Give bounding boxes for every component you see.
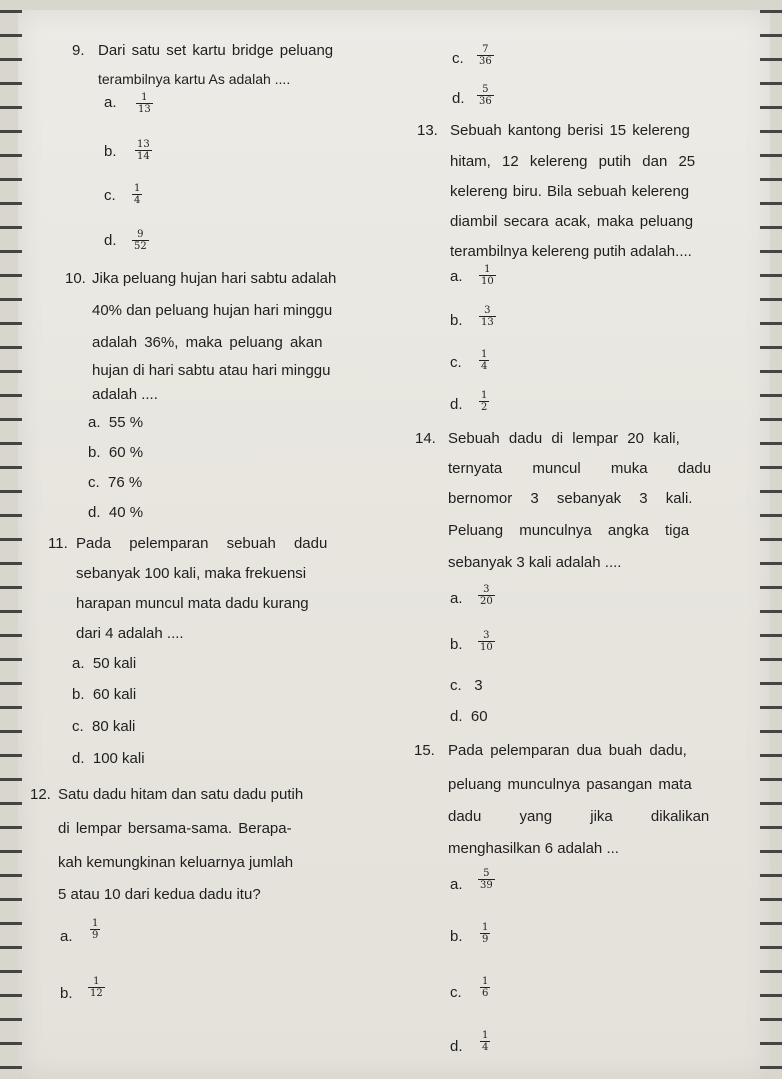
q9-c2-den: 36 bbox=[479, 56, 492, 67]
q14-option-c bbox=[450, 677, 483, 695]
q15-text-4: menghasilkan 6 adalah ... bbox=[448, 840, 619, 857]
q14-c-label: c. bbox=[450, 677, 462, 694]
q14-d-label: d. bbox=[450, 708, 463, 725]
q12-text-1: Satu dadu hitam dan satu dadu putih bbox=[58, 786, 304, 803]
q12-a-num: 1 bbox=[92, 918, 99, 929]
q10-a-label: a. bbox=[88, 414, 101, 431]
q11-b-text: 60 kali bbox=[92, 686, 137, 703]
q15-a-den: 39 bbox=[480, 880, 493, 891]
q13-text-1: Sebuah kantong berisi 15 kelereng bbox=[450, 122, 690, 139]
q9-d-num: 9 bbox=[137, 229, 144, 240]
q10-text-2: 40% dan peluang hujan hari minggu bbox=[92, 302, 333, 319]
q10-option-c bbox=[88, 474, 142, 492]
q12-option-b-label: b. bbox=[60, 985, 73, 1002]
q12-b-den: 12 bbox=[90, 988, 103, 999]
q10-text-3: adalah 36%, maka peluang akan bbox=[92, 334, 323, 351]
q13-d-num: 1 bbox=[481, 390, 488, 401]
q11-text-1: Pada pelemparan sebuah dadu bbox=[76, 535, 328, 552]
q9-option-d-label: d. bbox=[104, 232, 117, 249]
q11-text-3: harapan muncul mata dadu kurang bbox=[76, 595, 309, 612]
q14-text-4: Peluang munculnya angka tiga bbox=[448, 522, 690, 539]
q13-b-den: 13 bbox=[481, 317, 494, 328]
q12-text-2: di lempar bersama-sama. Berapa- bbox=[58, 820, 292, 837]
q13-text-5: terambilnya kelereng putih adalah.... bbox=[450, 243, 692, 260]
q10-c-label: c. bbox=[88, 474, 100, 491]
q14-a-num: 3 bbox=[483, 584, 490, 595]
q15-d-num: 1 bbox=[482, 1030, 489, 1041]
q15-option-b-fraction bbox=[480, 922, 490, 945]
q11-option-a bbox=[72, 655, 136, 673]
q13-c-den: 4 bbox=[481, 361, 488, 372]
q9-option-c-label: c. bbox=[104, 187, 116, 204]
q11-text-2: sebanyak 100 kali, maka frekuensi bbox=[76, 565, 307, 582]
q13-a-den: 10 bbox=[481, 276, 494, 287]
q9-option-b-label: b. bbox=[104, 143, 117, 160]
q13-option-b-fraction bbox=[479, 305, 496, 328]
q13-text-2: hitam, 12 kelereng putih dan 25 bbox=[450, 153, 696, 170]
q10-text-1: Jika peluang hujan hari sabtu adalah bbox=[92, 270, 337, 287]
spiral-binding-right bbox=[760, 0, 782, 1079]
q9-option-b-fraction bbox=[135, 139, 152, 162]
q15-text-3: dadu yang jika dikalikan bbox=[448, 808, 710, 825]
q10-number: 10. bbox=[65, 270, 86, 287]
q11-d-label: d. bbox=[72, 750, 85, 767]
q9-c2-num: 7 bbox=[482, 44, 489, 55]
q9-option-a-fraction bbox=[136, 92, 153, 115]
q10-a-text: 55 % bbox=[108, 414, 144, 431]
q11-a-label: a. bbox=[72, 655, 85, 672]
q13-b-num: 3 bbox=[484, 305, 491, 316]
q14-text-1: Sebuah dadu di lempar 20 kali, bbox=[448, 430, 680, 447]
q14-c-text: 3 bbox=[474, 677, 483, 694]
q14-b-den: 10 bbox=[480, 642, 493, 653]
q12-text-4: 5 atau 10 dari kedua dadu itu? bbox=[58, 886, 261, 903]
q9-c-num: 1 bbox=[134, 183, 141, 194]
q15-b-den: 9 bbox=[482, 934, 489, 945]
q14-option-d bbox=[450, 708, 488, 726]
q10-option-d bbox=[88, 504, 143, 522]
q15-text-2: peluang munculnya pasangan mata bbox=[448, 776, 692, 793]
q15-d-den: 4 bbox=[482, 1042, 489, 1053]
q10-b-label: b. bbox=[88, 444, 101, 461]
q10-b-text: 60 % bbox=[108, 444, 144, 461]
q11-option-b bbox=[72, 686, 136, 704]
q15-option-d-label: d. bbox=[450, 1038, 463, 1055]
q15-c-den: 6 bbox=[482, 988, 489, 999]
q12-option-b-fraction bbox=[88, 976, 105, 999]
q13-option-d-fraction bbox=[479, 390, 489, 413]
q12-option-a-label: a. bbox=[60, 928, 73, 945]
q9-option-d2-label: d. bbox=[452, 90, 465, 107]
q14-option-b-label: b. bbox=[450, 636, 463, 653]
q13-d-den: 2 bbox=[481, 402, 488, 413]
q9-d2-den: 36 bbox=[479, 96, 492, 107]
q11-c-text: 80 kali bbox=[92, 718, 136, 735]
q9-b-den: 14 bbox=[137, 151, 150, 162]
q11-d-text: 100 kali bbox=[92, 750, 145, 767]
q13-option-a-label: a. bbox=[450, 268, 463, 285]
q15-number: 15. bbox=[414, 742, 435, 759]
q9-d-den: 52 bbox=[134, 241, 147, 252]
q15-b-num: 1 bbox=[482, 922, 489, 933]
q14-b-num: 3 bbox=[483, 630, 490, 641]
q10-option-a bbox=[88, 414, 143, 432]
q14-text-3: bernomor 3 sebanyak 3 kali. bbox=[448, 490, 693, 507]
q13-text-4: diambil secara acak, maka peluang bbox=[450, 213, 694, 230]
spiral-binding-left bbox=[0, 0, 22, 1079]
q15-option-a-label: a. bbox=[450, 876, 463, 893]
q15-option-a-fraction bbox=[478, 868, 495, 891]
q14-text-2: ternyata muncul muka dadu bbox=[448, 460, 712, 477]
q13-option-c-fraction bbox=[479, 349, 489, 372]
q14-option-b-fraction bbox=[478, 630, 495, 653]
q9-option-a-label: a. bbox=[104, 94, 117, 111]
q10-d-label: d. bbox=[88, 504, 101, 521]
q14-option-a-label: a. bbox=[450, 590, 463, 607]
q11-a-text: 50 kali bbox=[92, 655, 137, 672]
q13-number: 13. bbox=[417, 122, 438, 139]
q13-a-num: 1 bbox=[484, 264, 491, 275]
q13-option-d-label: d. bbox=[450, 396, 463, 413]
q15-c-num: 1 bbox=[482, 976, 489, 987]
q9-option-c-fraction bbox=[132, 183, 142, 206]
q9-option-c2-fraction bbox=[477, 44, 494, 67]
q12-b-num: 1 bbox=[93, 976, 100, 987]
q10-option-b bbox=[88, 444, 143, 462]
q9-a-den: 13 bbox=[138, 104, 151, 115]
q13-option-c-label: c. bbox=[450, 354, 462, 371]
q9-text-2: terambilnya kartu As adalah .... bbox=[98, 71, 291, 87]
q14-d-text: 60 bbox=[470, 708, 488, 725]
q9-option-d-fraction bbox=[132, 229, 149, 252]
q11-option-c bbox=[72, 718, 135, 736]
q13-option-b-label: b. bbox=[450, 312, 463, 329]
q11-number: 11. bbox=[48, 535, 68, 552]
q11-c-label: c. bbox=[72, 718, 84, 735]
q9-text-1: Dari satu set kartu bridge peluang bbox=[98, 42, 334, 59]
q9-d2-num: 5 bbox=[482, 84, 489, 95]
q14-a-den: 20 bbox=[480, 596, 493, 607]
q9-b-num: 13 bbox=[137, 139, 150, 150]
q15-option-c-fraction bbox=[480, 976, 490, 999]
q12-number: 12. bbox=[30, 786, 51, 803]
q14-option-a-fraction bbox=[478, 584, 495, 607]
q9-number: 9. bbox=[72, 42, 85, 59]
q13-text-3: kelereng biru. Bila sebuah kelereng bbox=[450, 183, 690, 200]
q10-c-text: 76 % bbox=[108, 474, 143, 491]
q11-text-4: dari 4 adalah .... bbox=[76, 625, 184, 642]
q9-option-d2-fraction bbox=[477, 84, 494, 107]
q13-c-num: 1 bbox=[481, 349, 488, 360]
q14-number: 14. bbox=[415, 430, 436, 447]
q12-option-a-fraction bbox=[90, 918, 100, 941]
q12-text-3: kah kemungkinan keluarnya jumlah bbox=[58, 854, 294, 871]
q9-c-den: 4 bbox=[134, 195, 141, 206]
q9-option-c2-label: c. bbox=[452, 50, 464, 67]
q12-a-den: 9 bbox=[92, 930, 99, 941]
q15-option-b-label: b. bbox=[450, 928, 463, 945]
q15-option-d-fraction bbox=[480, 1030, 490, 1053]
q11-b-label: b. bbox=[72, 686, 85, 703]
q11-option-d bbox=[72, 750, 145, 768]
q9-a-num: 1 bbox=[141, 92, 148, 103]
q14-text-5: sebanyak 3 kali adalah .... bbox=[448, 554, 622, 571]
q10-text-4: hujan di hari sabtu atau hari minggu bbox=[92, 362, 331, 379]
q13-option-a-fraction bbox=[479, 264, 496, 287]
q15-option-c-label: c. bbox=[450, 984, 462, 1001]
q15-text-1: Pada pelemparan dua buah dadu, bbox=[448, 742, 687, 759]
q10-d-text: 40 % bbox=[108, 504, 144, 521]
q15-a-num: 5 bbox=[483, 868, 490, 879]
q10-text-5: adalah .... bbox=[92, 386, 158, 403]
